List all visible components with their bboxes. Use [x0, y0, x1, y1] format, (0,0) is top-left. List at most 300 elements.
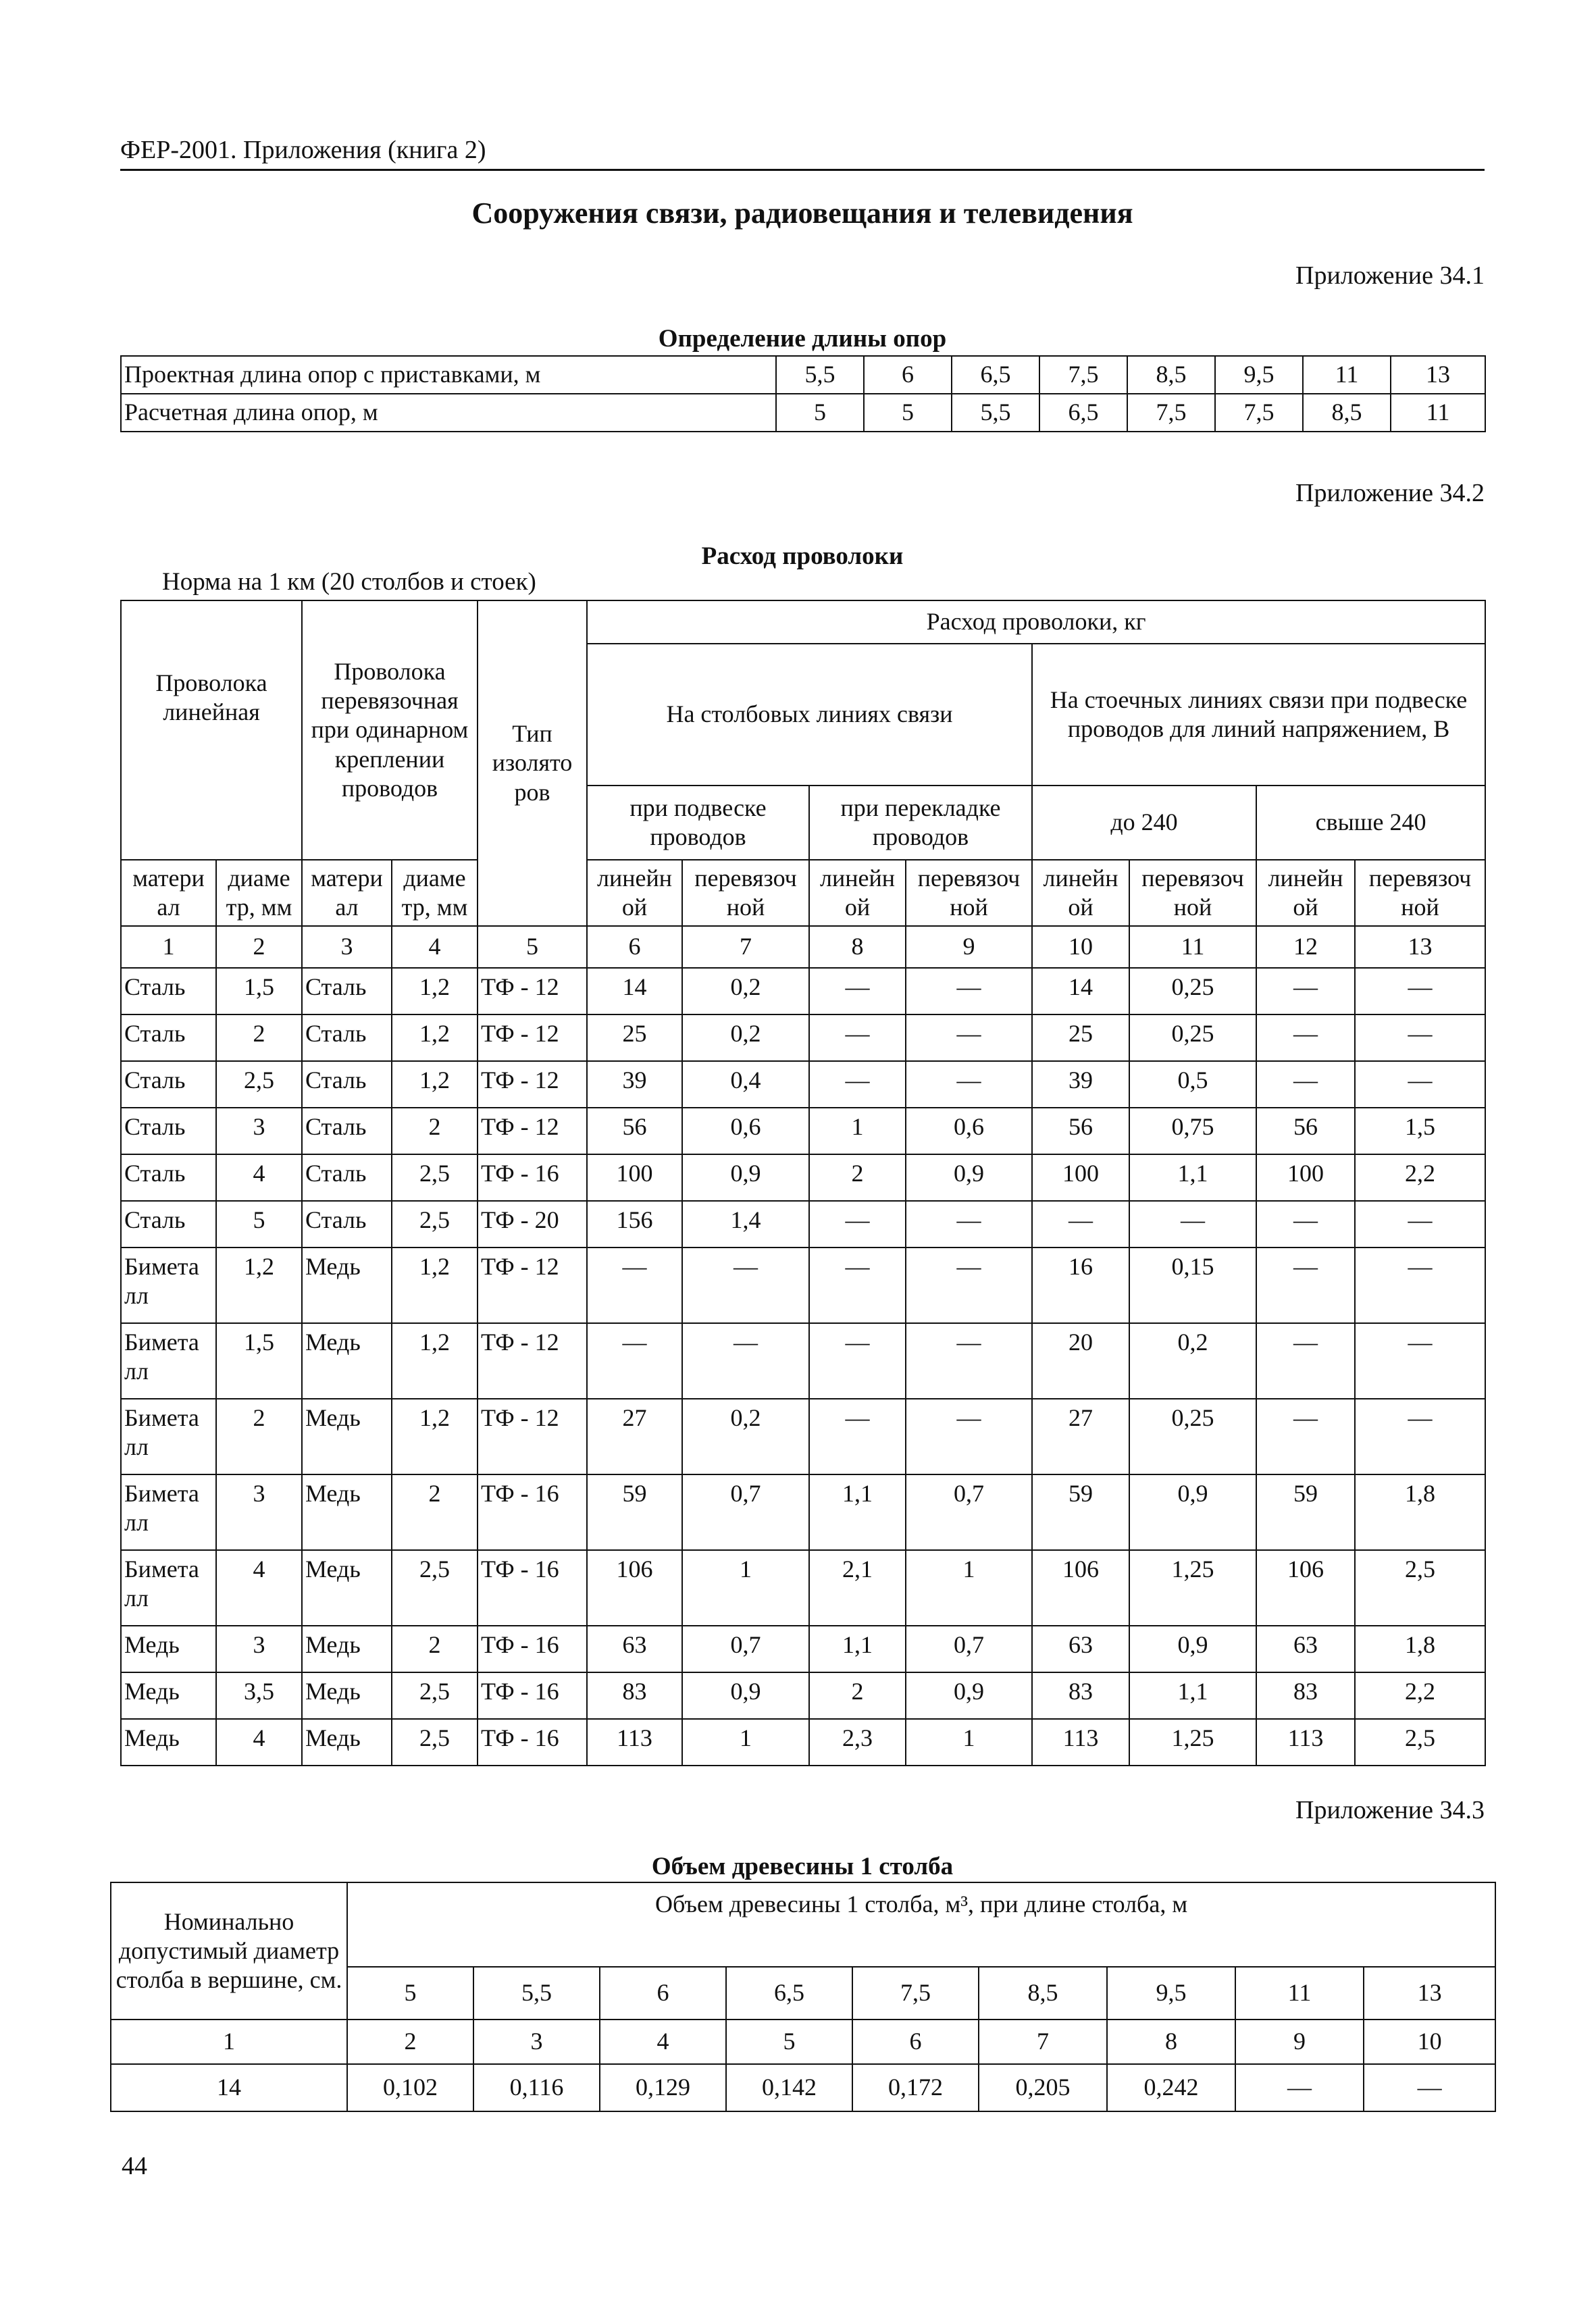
table-row: [121, 968, 1485, 1014]
table-cell: 1,25: [1129, 1550, 1256, 1626]
table-cell: 0,6: [682, 1108, 809, 1154]
table-cell: 1,25: [1129, 1719, 1256, 1766]
table-cell: ТФ - 16: [478, 1154, 587, 1201]
running-header: ФЕР-2001. Приложения (книга 2): [120, 135, 1485, 171]
appendix-34-3-caption: Объем древесины 1 столба: [651, 1853, 954, 1880]
table-cell: —: [809, 1323, 906, 1399]
table-cell: —: [809, 968, 906, 1014]
table-cell: 2,5: [392, 1550, 478, 1626]
table-cell: Бимета лл: [121, 1474, 216, 1550]
table-cell: 0,102: [347, 2064, 473, 2111]
table-cell: Бимета лл: [121, 1248, 216, 1323]
table-cell: —: [906, 1201, 1032, 1248]
table-cell: 1,1: [1129, 1154, 1256, 1201]
table-row: [121, 1719, 1485, 1766]
length-cell: 7,5: [852, 1967, 979, 2020]
table-cell: —: [906, 1014, 1032, 1061]
appendix-34-1-label: Приложение 34.1: [1295, 261, 1485, 290]
table-cell: —: [1256, 1248, 1355, 1323]
table-cell: Сталь: [121, 1154, 216, 1201]
table-cell: 0,205: [979, 2064, 1107, 2111]
table-cell: —: [1256, 968, 1355, 1014]
column-number: 6: [587, 926, 682, 968]
wire-consumption-table-body: [121, 926, 1485, 1766]
table-cell: Медь: [121, 1672, 216, 1719]
table-cell: 0,25: [1129, 1399, 1256, 1474]
table-cell: 0,15: [1129, 1248, 1256, 1323]
table-cell: —: [1256, 1201, 1355, 1248]
table-cell: —: [906, 1248, 1032, 1323]
table-cell: 63: [1032, 1626, 1129, 1672]
header-crossover: при перекладке проводов: [809, 786, 1032, 860]
table-cell: 2: [216, 1014, 302, 1061]
table-cell: 1,2: [392, 1248, 478, 1323]
table-cell: Сталь: [302, 1014, 392, 1061]
table-cell: —: [1235, 2064, 1364, 2111]
table-cell: Медь: [121, 1719, 216, 1766]
table-cell: Сталь: [121, 1061, 216, 1108]
table-row: [121, 1474, 1485, 1550]
column-number: 5: [726, 2020, 852, 2064]
table-cell: 0,9: [682, 1154, 809, 1201]
table-cell: 2,2: [1355, 1672, 1485, 1719]
table-row: [121, 1061, 1485, 1108]
row-label: Проектная длина опор с приставками, м: [121, 356, 776, 394]
table-cell: ТФ - 16: [478, 1626, 587, 1672]
table-row: [121, 1154, 1485, 1201]
header-diameter: диаме тр, мм: [216, 860, 302, 926]
header-material: матери ал: [121, 860, 216, 926]
pole-length-table: [120, 355, 1486, 432]
table-cell: 1,2: [392, 1399, 478, 1474]
table-cell: 56: [1032, 1108, 1129, 1154]
table-cell: 56: [587, 1108, 682, 1154]
table-cell: 5: [864, 394, 952, 432]
column-number: 3: [473, 2020, 600, 2064]
table-cell: 0,7: [682, 1626, 809, 1672]
table-cell: 0,9: [906, 1672, 1032, 1719]
column-number: 2: [347, 2020, 473, 2064]
table-row: [121, 1399, 1485, 1474]
table-cell: 20: [1032, 1323, 1129, 1399]
table-cell: 0,9: [906, 1154, 1032, 1201]
table-cell: 3: [216, 1626, 302, 1672]
table-cell: 2,5: [392, 1672, 478, 1719]
table-cell: —: [1129, 1201, 1256, 1248]
table-cell: ТФ - 12: [478, 1061, 587, 1108]
header-wire-line: Проволока линейная: [121, 600, 302, 860]
column-number: 3: [302, 926, 392, 968]
table-cell: Медь: [302, 1248, 392, 1323]
table-cell: 2,3: [809, 1719, 906, 1766]
table-cell: 100: [1032, 1154, 1129, 1201]
column-number: 9: [1235, 2020, 1364, 2064]
header-pole-lines: На столбовых линиях связи: [587, 644, 1032, 786]
table-cell: 8,5: [1303, 394, 1391, 432]
table-cell: 1,1: [809, 1626, 906, 1672]
table-cell: 1,8: [1355, 1626, 1485, 1672]
table-cell: Медь: [302, 1399, 392, 1474]
table-cell: 7,5: [1127, 394, 1215, 432]
table-cell: 0,5: [1129, 1061, 1256, 1108]
table-cell: Бимета лл: [121, 1550, 216, 1626]
table-cell: 83: [1032, 1672, 1129, 1719]
table-cell: 0,25: [1129, 968, 1256, 1014]
norm-note: Норма на 1 км (20 столбов и стоек): [162, 568, 536, 596]
table-cell: 2,5: [392, 1201, 478, 1248]
table-cell: ТФ - 12: [478, 1108, 587, 1154]
table-cell: —: [906, 968, 1032, 1014]
table-cell: 0,7: [906, 1474, 1032, 1550]
table-cell: 1,2: [216, 1248, 302, 1323]
table-cell: 0,129: [600, 2064, 726, 2111]
table-cell: 27: [1032, 1399, 1129, 1474]
table-cell: 2,5: [392, 1719, 478, 1766]
length-cell: 9,5: [1107, 1967, 1235, 2020]
table-row: [111, 2064, 1495, 2111]
header-wire-tie: Проволока перевязочная при одинарном креплении проводов: [302, 600, 478, 860]
header-upto240: до 240: [1032, 786, 1256, 860]
column-number: 8: [809, 926, 906, 968]
table-cell: 113: [1256, 1719, 1355, 1766]
table-cell: —: [1355, 1014, 1485, 1061]
pole-length-table-body: [121, 356, 1485, 432]
appendix-34-2-caption: Расход проволоки: [701, 542, 904, 570]
table-cell: 1,5: [216, 968, 302, 1014]
table-cell: —: [1355, 1061, 1485, 1108]
table-cell: 25: [587, 1014, 682, 1061]
table-row: [121, 1248, 1485, 1323]
header-wood-volume: Объем древесины 1 столба, м³, при длине столба, м: [347, 1882, 1495, 1967]
table-cell: 39: [1032, 1061, 1129, 1108]
table-cell: —: [809, 1248, 906, 1323]
table-cell: 0,9: [1129, 1474, 1256, 1550]
header-suspension-linear: линейн ой: [587, 860, 682, 926]
table-cell: 106: [1032, 1550, 1129, 1626]
table-cell: 25: [1032, 1014, 1129, 1061]
appendix-34-1-caption: Определение длины опор: [658, 325, 947, 353]
appendix-34-3-label: Приложение 34.3: [1295, 1796, 1485, 1824]
table-cell: 0,242: [1107, 2064, 1235, 2111]
table-cell: 2,5: [1355, 1719, 1485, 1766]
table-cell: 6,5: [1039, 394, 1127, 432]
table-cell: Медь: [302, 1672, 392, 1719]
table-cell: 6: [864, 356, 952, 394]
table-cell: 14: [587, 968, 682, 1014]
header-over240-tie: перевязоч ной: [1355, 860, 1485, 926]
column-number: 12: [1256, 926, 1355, 968]
table-cell: 4: [216, 1154, 302, 1201]
column-number: 5: [478, 926, 587, 968]
header-tie-material: матери ал: [302, 860, 392, 926]
table-cell: 0,9: [1129, 1626, 1256, 1672]
table-cell: Бимета лл: [121, 1323, 216, 1399]
table-cell: 100: [1256, 1154, 1355, 1201]
table-row: [121, 356, 1485, 394]
length-cell: 6,5: [726, 1967, 852, 2020]
table-cell: —: [1355, 1399, 1485, 1474]
header-upto240-tie: перевязоч ной: [1129, 860, 1256, 926]
appendix-34-2-label: Приложение 34.2: [1295, 479, 1485, 507]
length-cell: 5: [347, 1967, 473, 2020]
wire-consumption-table: [120, 600, 1486, 1766]
table-cell: 0,6: [906, 1108, 1032, 1154]
table-cell: —: [906, 1323, 1032, 1399]
table-cell: 0,7: [682, 1474, 809, 1550]
table-cell: —: [1355, 1323, 1485, 1399]
table-cell: —: [1256, 1061, 1355, 1108]
wood-volume-table: [110, 1882, 1496, 2112]
table-cell: —: [1355, 968, 1485, 1014]
table-row: [121, 1550, 1485, 1626]
table-cell: 0,9: [682, 1672, 809, 1719]
table-cell: 11: [1303, 356, 1391, 394]
table-cell: ТФ - 20: [478, 1201, 587, 1248]
page-number: 44: [122, 2152, 147, 2180]
column-number: 1: [111, 2020, 347, 2064]
table-cell: Сталь: [302, 968, 392, 1014]
table-cell: Медь: [121, 1626, 216, 1672]
table-cell: 14: [1032, 968, 1129, 1014]
column-number: 1: [121, 926, 216, 968]
table-cell: —: [682, 1248, 809, 1323]
table-cell: 2,5: [216, 1061, 302, 1108]
table-cell: —: [809, 1399, 906, 1474]
header-suspension: при подвеске проводов: [587, 786, 809, 860]
table-cell: 1,2: [392, 968, 478, 1014]
column-number: 13: [1355, 926, 1485, 968]
table-cell: 0,172: [852, 2064, 979, 2111]
table-cell: 2: [216, 1399, 302, 1474]
table-cell: 0,2: [682, 1014, 809, 1061]
table-cell: 0,2: [682, 968, 809, 1014]
table-cell: 106: [1256, 1550, 1355, 1626]
table-cell: —: [906, 1399, 1032, 1474]
table-row: [121, 1014, 1485, 1061]
table-cell: —: [906, 1061, 1032, 1108]
table-cell: 1: [906, 1550, 1032, 1626]
table-cell: ТФ - 12: [478, 1248, 587, 1323]
column-number-row: [121, 926, 1485, 968]
table-cell: Сталь: [121, 1014, 216, 1061]
column-number: 6: [852, 2020, 979, 2064]
table-cell: 39: [587, 1061, 682, 1108]
table-cell: 2: [809, 1154, 906, 1201]
table-cell: —: [1256, 1014, 1355, 1061]
table-cell: 2,5: [1355, 1550, 1485, 1626]
header-consumption: Расход проволоки, кг: [587, 600, 1485, 644]
table-cell: —: [809, 1061, 906, 1108]
length-cell: 8,5: [979, 1967, 1107, 2020]
table-cell: —: [1355, 1201, 1485, 1248]
header-crossover-linear: линейн ой: [809, 860, 906, 926]
column-number: 10: [1364, 2020, 1495, 2064]
table-cell: 7,5: [1215, 394, 1303, 432]
table-cell: Медь: [302, 1323, 392, 1399]
table-cell: 5: [216, 1201, 302, 1248]
table-cell: Медь: [302, 1626, 392, 1672]
table-cell: 11: [1391, 394, 1485, 432]
table-cell: 2,5: [392, 1154, 478, 1201]
table-cell: 1,2: [392, 1323, 478, 1399]
table-cell: 2: [809, 1672, 906, 1719]
table-cell: Медь: [302, 1550, 392, 1626]
table-cell: 1,5: [216, 1323, 302, 1399]
table-cell: 27: [587, 1399, 682, 1474]
table-cell: 5,5: [952, 394, 1039, 432]
table-cell: Сталь: [302, 1108, 392, 1154]
table-cell: 6,5: [952, 356, 1039, 394]
table-cell: Медь: [302, 1719, 392, 1766]
table-cell: 113: [587, 1719, 682, 1766]
table-cell: 59: [1256, 1474, 1355, 1550]
table-cell: 14: [111, 2064, 347, 2111]
table-cell: —: [809, 1201, 906, 1248]
table-cell: 59: [1032, 1474, 1129, 1550]
table-cell: 1,2: [392, 1014, 478, 1061]
table-cell: 2: [392, 1108, 478, 1154]
header-insulator-type: Тип изолято ров: [478, 600, 587, 926]
table-cell: 1,5: [1355, 1108, 1485, 1154]
column-number: 9: [906, 926, 1032, 968]
table-cell: 0,75: [1129, 1108, 1256, 1154]
header-tie-diameter: диаме тр, мм: [392, 860, 478, 926]
wood-volume-table-body: [111, 1882, 1495, 2111]
column-number: 7: [979, 2020, 1107, 2064]
table-cell: —: [1355, 1248, 1485, 1323]
column-number: 4: [600, 2020, 726, 2064]
table-cell: 2: [392, 1474, 478, 1550]
table-cell: 5: [776, 394, 864, 432]
table-cell: 0,2: [1129, 1323, 1256, 1399]
table-cell: ТФ - 12: [478, 968, 587, 1014]
table-cell: Сталь: [302, 1061, 392, 1108]
header-over240-linear: линейн ой: [1256, 860, 1355, 926]
table-cell: 0,2: [682, 1399, 809, 1474]
page-title: Сооружения связи, радиовещания и телевидения: [471, 197, 1133, 230]
table-cell: Медь: [302, 1474, 392, 1550]
table-cell: 0,142: [726, 2064, 852, 2111]
table-cell: —: [1256, 1323, 1355, 1399]
table-cell: 59: [587, 1474, 682, 1550]
table-cell: 1: [682, 1719, 809, 1766]
table-cell: —: [682, 1323, 809, 1399]
table-row: [121, 1323, 1485, 1399]
table-cell: 63: [587, 1626, 682, 1672]
table-cell: ТФ - 16: [478, 1474, 587, 1550]
header-rack-lines: На стоечных линиях связи при подвеске проводов для линий напряжением, В: [1032, 644, 1485, 786]
table-cell: 0,25: [1129, 1014, 1256, 1061]
table-cell: 2,1: [809, 1550, 906, 1626]
table-cell: Сталь: [302, 1154, 392, 1201]
length-cell: 6: [600, 1967, 726, 2020]
table-cell: 0,116: [473, 2064, 600, 2111]
table-cell: Сталь: [302, 1201, 392, 1248]
column-number: 11: [1129, 926, 1256, 968]
table-cell: —: [1256, 1399, 1355, 1474]
table-cell: 63: [1256, 1626, 1355, 1672]
column-number: 8: [1107, 2020, 1235, 2064]
table-cell: ТФ - 16: [478, 1550, 587, 1626]
table-cell: Сталь: [121, 1201, 216, 1248]
table-row: [121, 1201, 1485, 1248]
table-cell: 0,7: [906, 1626, 1032, 1672]
table-cell: 0,4: [682, 1061, 809, 1108]
table-row: [121, 1626, 1485, 1672]
table-cell: —: [809, 1014, 906, 1061]
column-number: 10: [1032, 926, 1129, 968]
table-cell: ТФ - 16: [478, 1672, 587, 1719]
header-upto240-linear: линейн ой: [1032, 860, 1129, 926]
header-over240: свыше 240: [1256, 786, 1485, 860]
table-cell: 106: [587, 1550, 682, 1626]
table-row: [121, 1108, 1485, 1154]
table-cell: 1: [682, 1550, 809, 1626]
length-cell: 11: [1235, 1967, 1364, 2020]
table-cell: 1,2: [392, 1061, 478, 1108]
table-cell: 3,5: [216, 1672, 302, 1719]
table-cell: 13: [1391, 356, 1485, 394]
table-cell: 1,4: [682, 1201, 809, 1248]
table-cell: 1,1: [1129, 1672, 1256, 1719]
table-cell: 83: [1256, 1672, 1355, 1719]
table-cell: 1,8: [1355, 1474, 1485, 1550]
table-cell: ТФ - 16: [478, 1719, 587, 1766]
table-cell: 2: [392, 1626, 478, 1672]
table-cell: 7,5: [1039, 356, 1127, 394]
table-cell: Сталь: [121, 1108, 216, 1154]
table-cell: 113: [1032, 1719, 1129, 1766]
table-cell: 1,1: [809, 1474, 906, 1550]
table-cell: ТФ - 12: [478, 1014, 587, 1061]
table-row: [121, 394, 1485, 432]
table-cell: 156: [587, 1201, 682, 1248]
table-cell: 4: [216, 1719, 302, 1766]
table-cell: 9,5: [1215, 356, 1303, 394]
table-cell: 2,2: [1355, 1154, 1485, 1201]
table-cell: —: [1032, 1201, 1129, 1248]
table-cell: —: [587, 1323, 682, 1399]
table-cell: Сталь: [121, 968, 216, 1014]
length-cell: 13: [1364, 1967, 1495, 2020]
table-cell: 83: [587, 1672, 682, 1719]
table-cell: Бимета лл: [121, 1399, 216, 1474]
table-cell: 5,5: [776, 356, 864, 394]
table-cell: 1: [906, 1719, 1032, 1766]
table-cell: 1: [809, 1108, 906, 1154]
table-cell: 3: [216, 1474, 302, 1550]
table-row: [121, 1672, 1485, 1719]
table-cell: —: [1364, 2064, 1495, 2111]
table-cell: 4: [216, 1550, 302, 1626]
column-number: 4: [392, 926, 478, 968]
table-cell: 56: [1256, 1108, 1355, 1154]
header-pole-diameter: Номинально допустимый диаметр столба в вершине, см.: [111, 1882, 347, 2020]
table-cell: 100: [587, 1154, 682, 1201]
table-cell: 3: [216, 1108, 302, 1154]
row-label: Расчетная длина опор, м: [121, 394, 776, 432]
table-cell: —: [587, 1248, 682, 1323]
table-cell: 8,5: [1127, 356, 1215, 394]
table-cell: ТФ - 12: [478, 1323, 587, 1399]
table-cell: ТФ - 12: [478, 1399, 587, 1474]
header-crossover-tie: перевязоч ной: [906, 860, 1032, 926]
header-suspension-tie: перевязоч ной: [682, 860, 809, 926]
column-number-row: [111, 2020, 1495, 2064]
column-number: 2: [216, 926, 302, 968]
table-cell: 16: [1032, 1248, 1129, 1323]
length-cell: 5,5: [473, 1967, 600, 2020]
